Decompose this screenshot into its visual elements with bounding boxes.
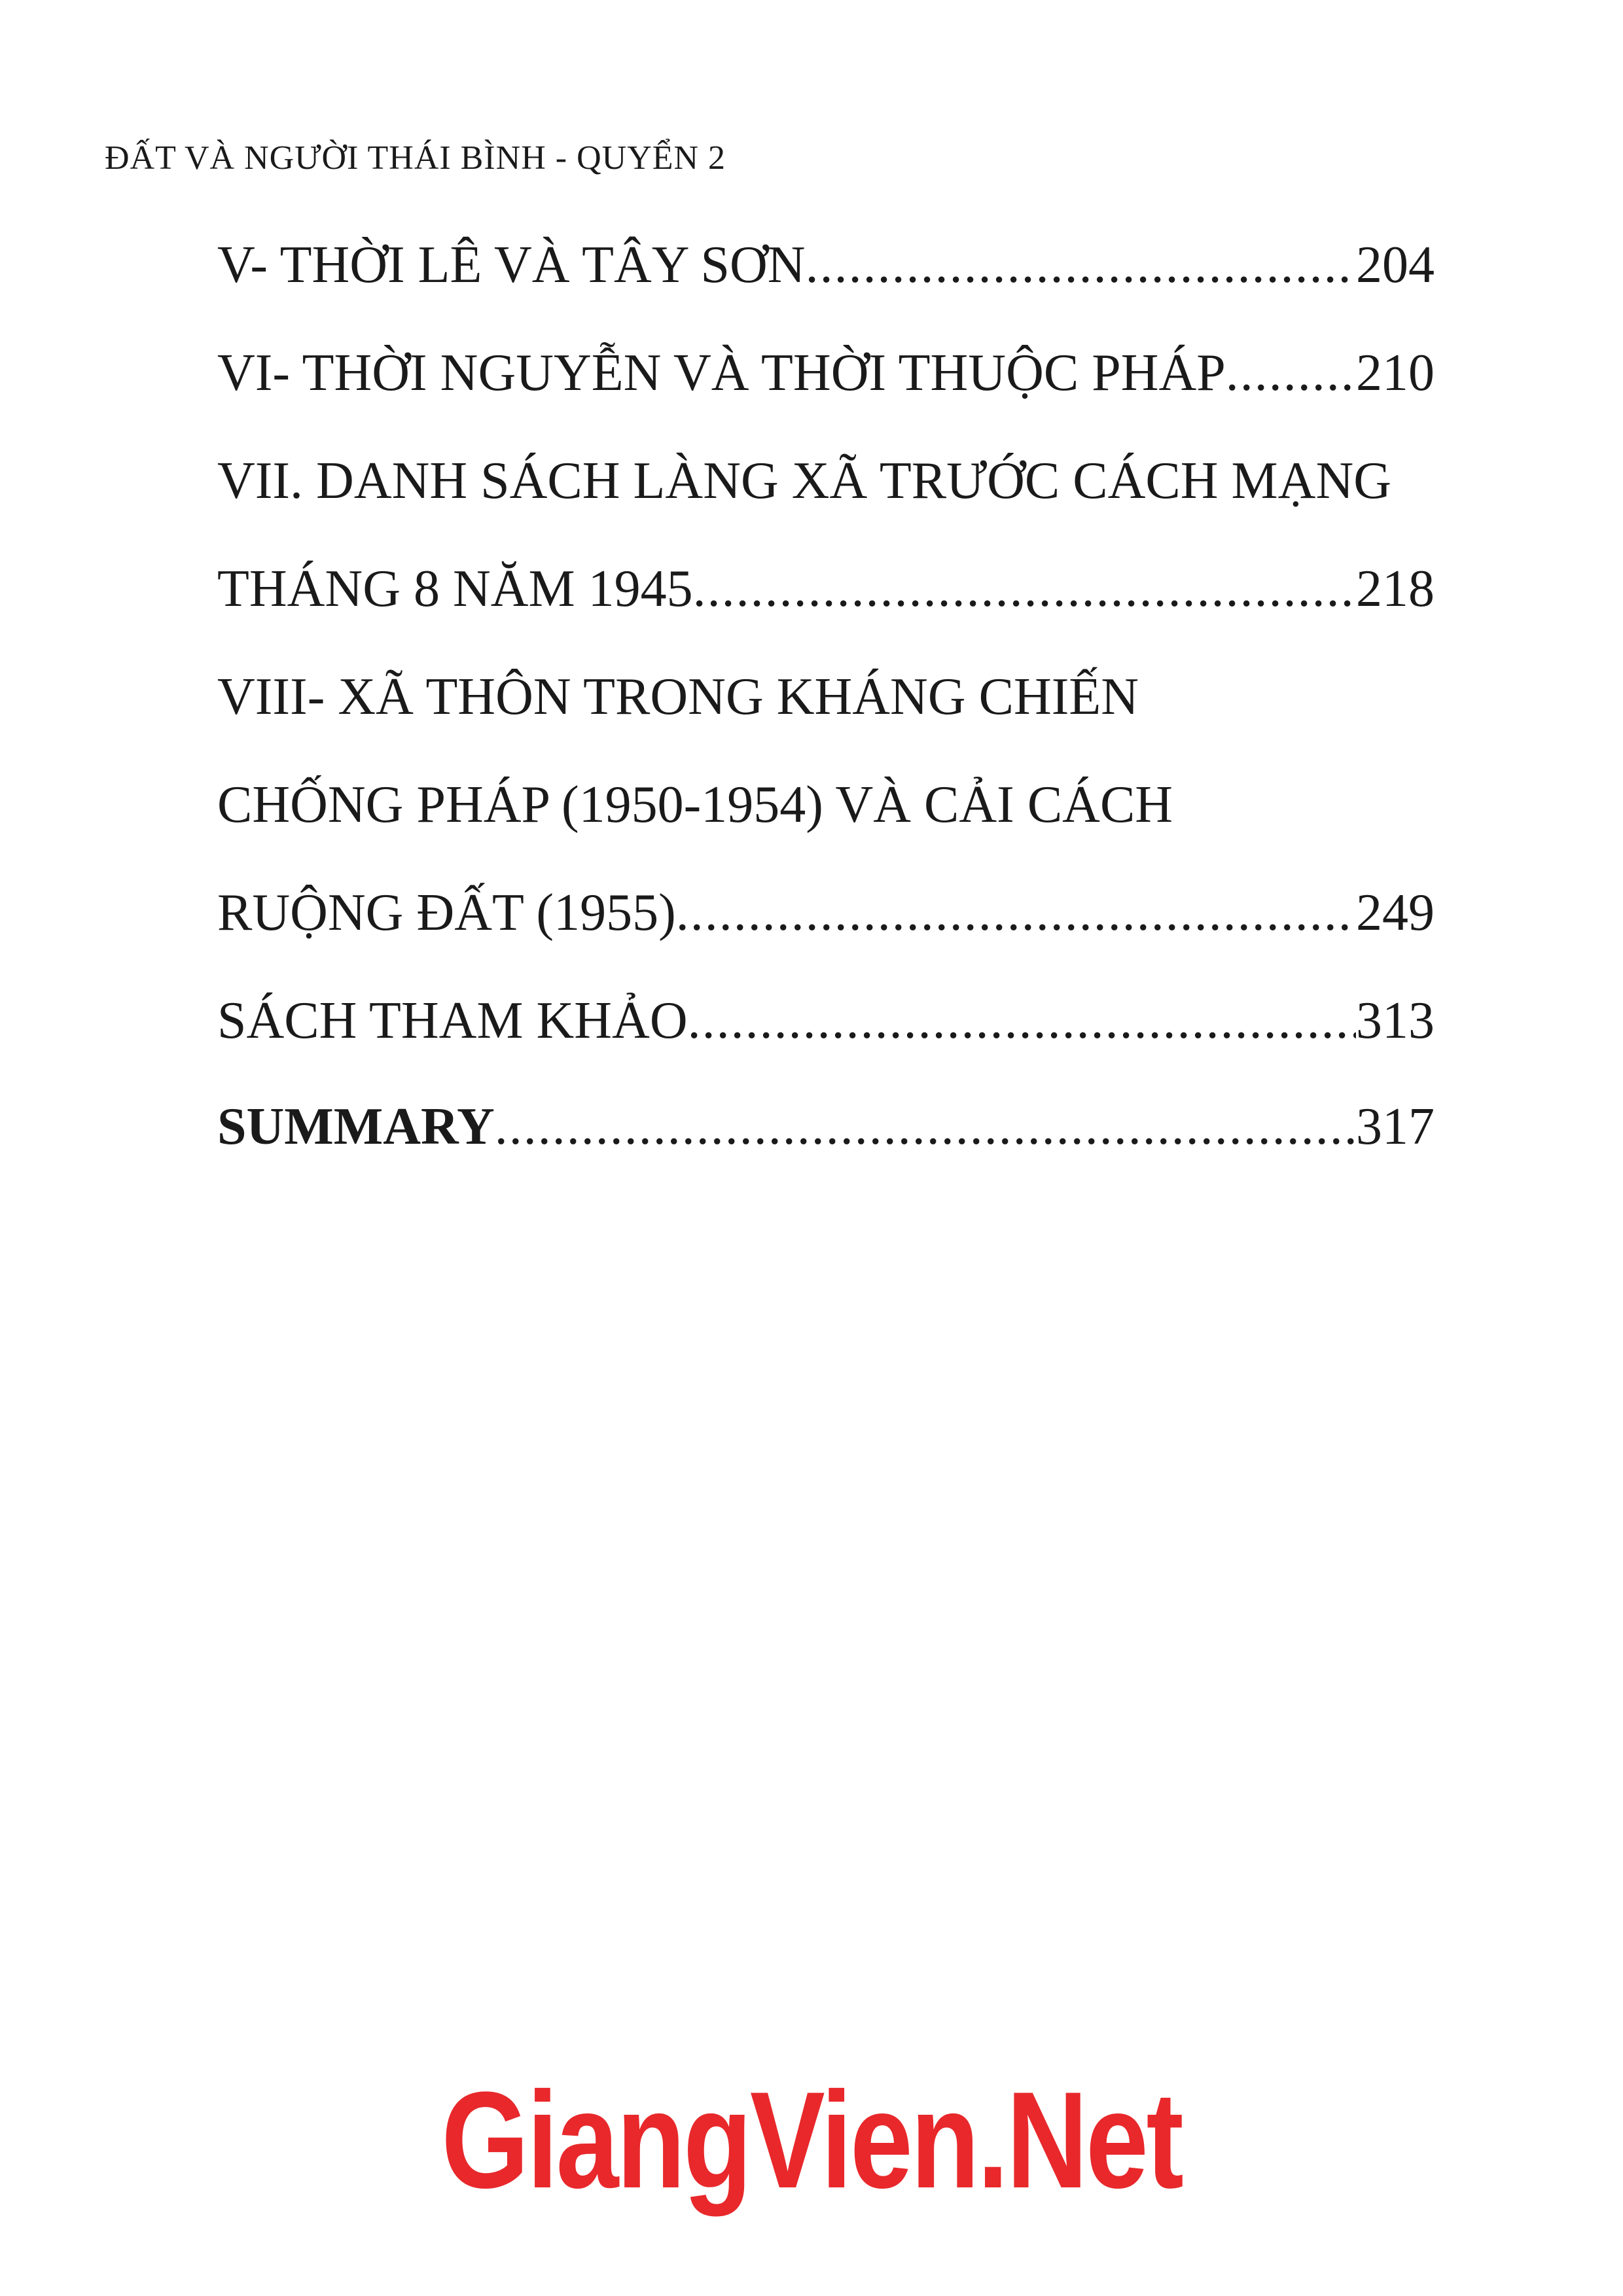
toc-entry-references[interactable]	[217, 988, 1435, 1053]
toc-entry-title: VIII- XÃ THÔN TRONG KHÁNG CHIẾN	[217, 668, 1139, 726]
toc-entry-vii-line2[interactable]	[217, 556, 1435, 622]
toc-entry-page: 218	[1356, 560, 1435, 618]
toc-entry-title: SUMMARY	[217, 1098, 495, 1156]
dot-leader	[495, 1094, 1356, 1159]
toc-entry-viii-line2[interactable]	[217, 772, 1435, 838]
dot-leader	[688, 988, 1356, 1053]
toc-entry-page: 210	[1356, 344, 1435, 402]
toc-entry-page: 204	[1356, 236, 1435, 294]
toc-entry-vi[interactable]	[217, 340, 1435, 406]
dot-leader	[806, 232, 1356, 298]
dot-leader	[676, 880, 1356, 945]
toc-entry-title-cont: THÁNG 8 NĂM 1945	[217, 560, 693, 618]
toc-entry-viii-line3[interactable]	[217, 880, 1435, 945]
toc-entry-title: SÁCH THAM KHẢO	[217, 992, 688, 1050]
dot-leader	[1226, 340, 1356, 406]
dot-leader	[693, 556, 1356, 622]
toc-entry-page: 317	[1356, 1098, 1435, 1156]
toc-entry-viii-line1[interactable]	[217, 664, 1435, 730]
toc-entry-title-cont: CHỐNG PHÁP (1950-1954) VÀ CẢI CÁCH	[217, 776, 1173, 834]
toc-entry-v[interactable]	[217, 232, 1435, 298]
watermark: GiangVien.Net	[441, 2063, 1182, 2217]
toc-entry-page: 313	[1356, 992, 1435, 1050]
toc-entry-title: VII. DANH SÁCH LÀNG XÃ TRƯỚC CÁCH MẠNG	[217, 452, 1391, 510]
toc-entry-title: VI- THỜI NGUYỄN VÀ THỜI THUỘC PHÁP	[217, 344, 1226, 402]
toc-entry-vii-line1[interactable]	[217, 448, 1435, 514]
toc-entry-summary[interactable]	[217, 1094, 1435, 1159]
running-head: ĐẤT VÀ NGƯỜI THÁI BÌNH - QUYỂN 2	[105, 139, 726, 177]
toc-entry-title-cont: RUỘNG ĐẤT (1955)	[217, 884, 676, 942]
toc-entry-title: V- THỜI LÊ VÀ TÂY SƠN	[217, 236, 806, 294]
toc-entry-page: 249	[1356, 884, 1435, 942]
